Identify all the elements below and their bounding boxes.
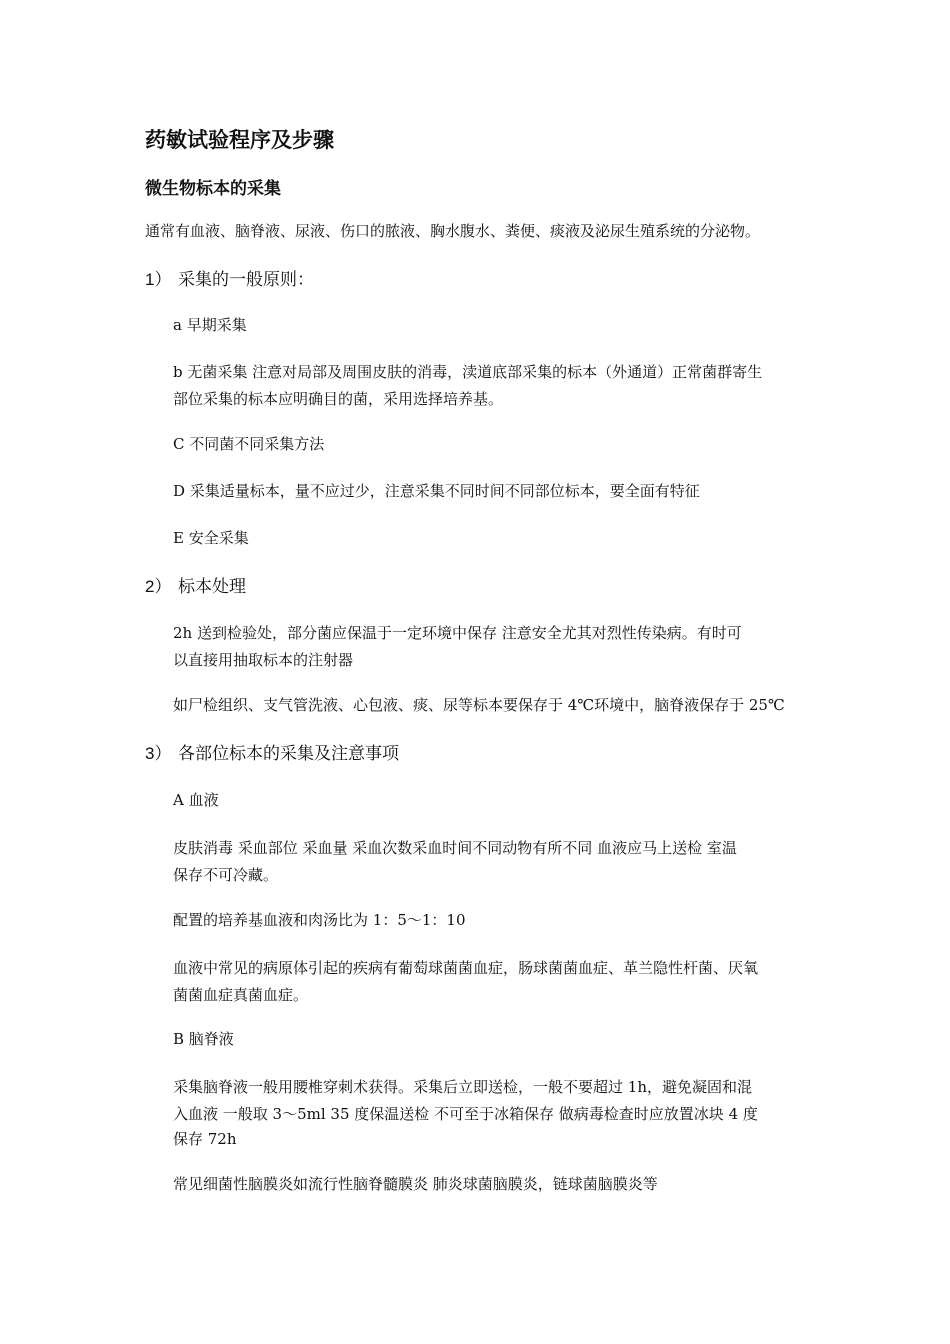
- blood-p1-line1: 皮肤消毒 采血部位 采血量 采血次数采血时间不同动物有所不同 血液应马上送检 室温: [173, 839, 737, 857]
- section-3-number: 3）: [145, 744, 172, 763]
- csf-p2: 常见细菌性脑膜炎如流行性脑脊髓膜炎 肺炎球菌脑膜炎，链球菌脑膜炎等: [173, 1175, 658, 1193]
- handling-p1-line1: 2h 送到检验处，部分菌应保温于一定环境中保存 注意安全尤其对烈性传染病。有时可: [173, 624, 742, 642]
- csf-p1-line3: 保存 72h: [173, 1130, 237, 1148]
- section-1-heading: [145, 265, 314, 290]
- blood-p3-line1: 血液中常见的病原体引起的疾病有葡萄球菌菌血症，肠球菌菌血症、革兰隐性杆菌、厌氧: [173, 959, 759, 977]
- intro-paragraph: 通常有血液、脑脊液、尿液、伤口的脓液、胸水腹水、粪便、痰液及泌尿生殖系统的分泌物。: [145, 222, 761, 240]
- handling-p1-line2: 以直接用抽取标本的注射器: [173, 651, 354, 669]
- section-3-title: 各部位标本的采集及注意事项: [178, 744, 399, 764]
- section-3-heading: [145, 739, 399, 764]
- principle-d: D 采集适量标本，量不应过少，注意采集不同时间不同部位标本，要全面有特征: [173, 482, 700, 500]
- section-1-number: 1）: [145, 270, 172, 289]
- principle-e: E 安全采集: [173, 529, 249, 547]
- section-2-heading: [145, 572, 246, 597]
- section-2-title: 标本处理: [178, 577, 246, 597]
- blood-p1-line2: 保存不可冷藏。: [173, 866, 279, 884]
- blood-label: A 血液: [173, 791, 219, 809]
- principle-b-line2: 部位采集的标本应明确目的菌，采用选择培养基。: [173, 390, 504, 408]
- document-title: 药敏试验程序及步骤: [145, 127, 334, 152]
- section-1-title: 采集的一般原则：: [178, 270, 314, 290]
- principle-b-line1: b 无菌采集 注意对局部及周围皮肤的消毒，渎道底部采集的标本（外通道）正常菌群寄生: [173, 363, 763, 381]
- principle-c: C 不同菌不同采集方法: [173, 435, 325, 453]
- blood-p3-line2: 菌菌血症真菌血症。: [173, 986, 309, 1004]
- blood-p2: 配置的培养基血液和肉汤比为 1：5～1：10: [173, 911, 466, 929]
- csf-p1-line1: 采集脑脊液一般用腰椎穿刺术获得。采集后立即送检，一般不要超过 1h，避免凝固和混: [173, 1078, 752, 1096]
- csf-p1-line2: 入血液 一般取 3～5ml 35 度保温送检 不可至于冰箱保存 做病毒检查时应放置冰块 4 度: [173, 1105, 758, 1123]
- section-subtitle: 微生物标本的采集: [145, 179, 281, 199]
- section-2-number: 2）: [145, 577, 172, 596]
- principle-a: a 早期采集: [173, 316, 247, 334]
- handling-p2: 如尸检组织、支气管洗液、心包液、痰、尿等标本要保存于 4℃环境中，脑脊液保存于 25℃: [173, 696, 785, 714]
- csf-label: B 脑脊液: [173, 1030, 234, 1048]
